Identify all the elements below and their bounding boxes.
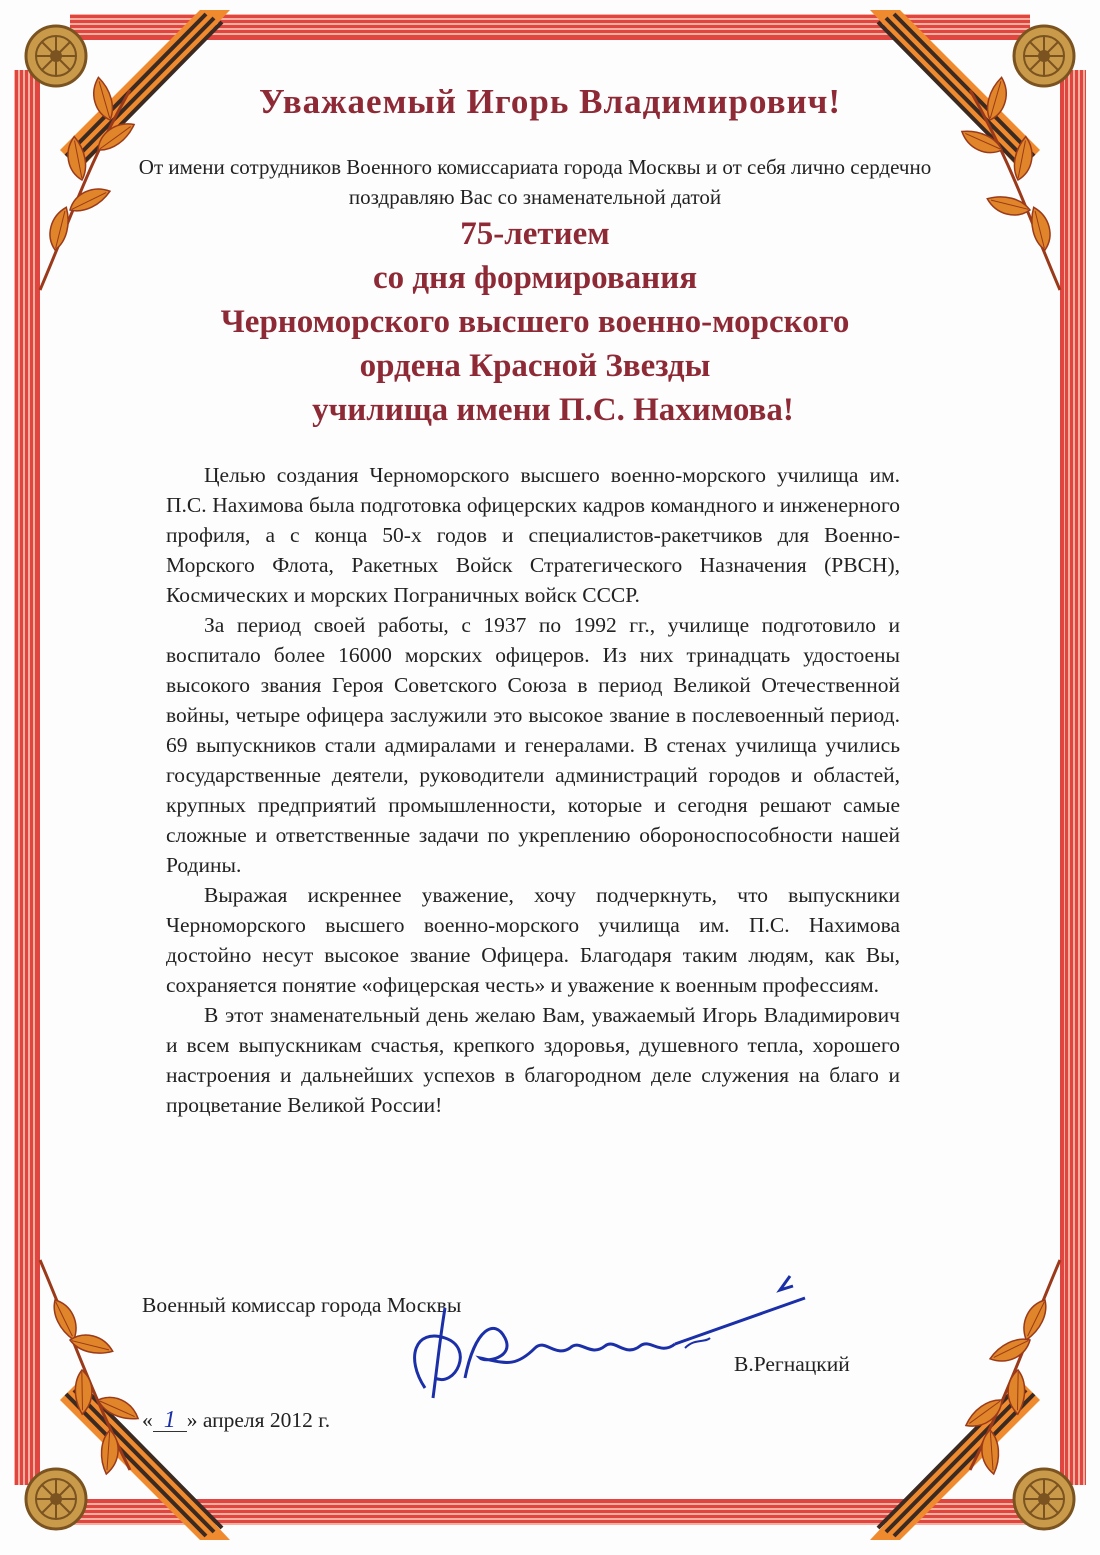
body-paragraph: Целью создания Черноморского высшего военно-морского училища им. П.С. Нахимова была подготовка офицерских кадров командного и инженерного профиля, а с конца 50-х годов и специалистов-ракетчиков для Военно-Морского Флота, Ракетных Войск Стратегического Назначения (РВСН), Космических и морских Пограничных войск СССР.	[166, 463, 900, 607]
signatory-title: Военный комиссар города Москвы	[142, 1293, 462, 1317]
signature-icon	[385, 1268, 815, 1408]
intro-text: От имени сотрудников Военного комиссариата города Москвы и от себя лично сердечно поздравляю Вас со знаменательной датой	[138, 155, 932, 209]
letter-body	[166, 460, 900, 1120]
occasion-line: Черноморского высшего военно-морского	[220, 304, 850, 340]
body-paragraph: За период своей работы, с 1937 по 1992 гг., училище подготовило и воспитало более 16000 морских офицеров. Из них тринадцать удостоены высокого звания Героя Советского Союза в период Великой Отечественной войны, четыре офицера заслужили это высокое звание в послевоенный период. 69 выпускников стали адмиралами и генералами. В стенах училища учились государственные деятели, руководители администраций городов и областей, крупных предприятий промышленности, которые и сегодня решают самые сложные и ответственные задачи по укреплению обороноспособности нашей Родины.	[166, 613, 900, 877]
date-day: 1	[153, 1409, 187, 1432]
letter-date	[142, 1408, 330, 1433]
occasion-line: ордена Красной Звезды	[359, 348, 711, 384]
signatory-name: В.Регнацкий	[734, 1352, 850, 1376]
date-month-year: апреля 2012 г.	[202, 1408, 331, 1432]
occasion-line: со дня формирования	[372, 260, 698, 296]
date-open-quote: «	[142, 1408, 153, 1432]
body-paragraph: В этот знаменательный день желаю Вам, уважаемый Игорь Владимирович и всем выпускникам счастья, крепкого здоровья, душевного тепла, хорошего настроения и дальнейших успехов в благородном деле служения на благо и процветание Великой России!	[166, 1003, 900, 1117]
date-close-quote: »	[186, 1408, 198, 1432]
body-paragraph: Выражая искреннее уважение, хочу подчеркнуть, что выпускники Черноморского высшего военно-морского училища им. П.С. Нахимова достойно несут высокое звание Офицера. Благодаря таким людям, как Вы, сохраняется понятие «офицерская честь» и уважение к военным профессиям.	[166, 883, 900, 997]
greeting-heading: Уважаемый Игорь Владимирович!	[258, 82, 842, 121]
occasion-line: училища имени П.С. Нахимова!	[312, 392, 794, 428]
occasion-line: 75-летием	[460, 216, 610, 252]
occasion-heading	[130, 212, 940, 432]
